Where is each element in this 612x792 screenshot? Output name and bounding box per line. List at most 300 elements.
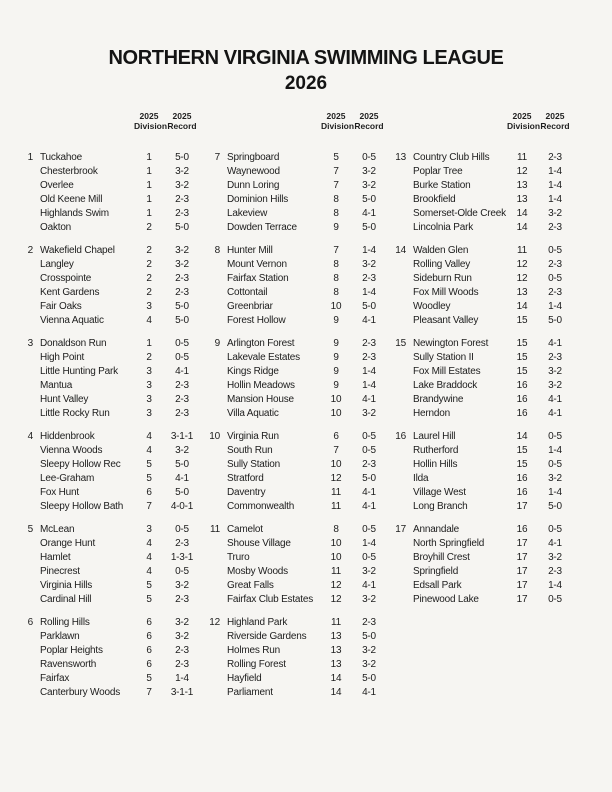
team-record: 1-4 [548,166,562,177]
team-group [12,616,202,700]
team-name: Vienna Woods [40,445,103,456]
team-name: Rutherford [413,445,459,456]
group-number [12,179,38,193]
team-division: 1 [146,194,152,205]
group-number [385,221,411,235]
team-division: 10 [330,459,342,470]
record-header [537,111,573,131]
group-number [199,393,225,407]
team-name: Sully Station [227,459,280,470]
group-number [385,565,411,579]
group-number: 16 [395,431,406,442]
team-row [199,472,389,486]
group-number [385,258,411,272]
team-record: 2-3 [362,617,376,628]
team-row [12,565,202,579]
team-name: Long Branch [413,501,468,512]
team-division: 3 [146,380,152,391]
team-division: 13 [516,180,528,191]
team-name: Crosspointe [40,273,92,284]
team-record: 4-1 [548,408,562,419]
team-name: Highland Park [227,617,288,628]
team-group [12,244,202,328]
team-name: Somerset-Olde Creek [413,208,506,219]
team-name: Virginia Hills [40,580,93,591]
team-name: Country Club Hills [413,152,490,163]
team-record: 0-5 [362,431,376,442]
team-row [199,579,389,593]
team-division: 1 [146,166,152,177]
team-row [12,458,202,472]
team-record: 3-2 [175,166,189,177]
column-headers [385,111,575,131]
team-division: 1 [146,338,152,349]
group-number [12,407,38,421]
team-name: Mount Vernon [227,259,287,270]
team-division: 16 [516,473,528,484]
team-row [199,151,389,165]
group-number [385,486,411,500]
team-name: Parklawn [40,631,80,642]
team-row [385,565,575,579]
team-row [12,221,202,235]
team-record: 2-3 [175,273,189,284]
team-name: Lake Braddock [413,380,478,391]
team-division: 7 [146,501,152,512]
team-name: Sleepy Hollow Bath [40,501,124,512]
team-record: 0-5 [362,552,376,563]
team-division: 12 [516,166,528,177]
team-group [199,337,389,421]
team-row [385,221,575,235]
team-record: 4-1 [548,394,562,405]
team-division: 3 [146,301,152,312]
team-name: Kings Ridge [227,366,279,377]
record-header [351,111,387,131]
group-number [12,686,38,700]
team-record: 1-4 [175,673,189,684]
team-record: 1-4 [548,445,562,456]
group-number [199,658,225,672]
team-record: 3-2 [175,617,189,628]
team-division: 6 [146,617,152,628]
team-division: 4 [146,552,152,563]
team-division: 15 [516,459,528,470]
column-3-groups [385,151,575,607]
team-row [12,686,202,700]
team-row [199,500,389,514]
group-number [199,593,225,607]
team-row [12,407,202,421]
team-division: 5 [146,473,152,484]
team-record: 4-1 [362,580,376,591]
team-division: 7 [333,445,339,456]
team-name: Old Keene Mill [40,194,103,205]
team-division: 5 [146,673,152,684]
team-name: Little Hunting Park [40,366,118,377]
team-record: 5-0 [175,315,189,326]
team-name: Herndon [413,408,450,419]
column-headers [12,111,202,131]
group-number [385,365,411,379]
team-record: 4-1 [548,338,562,349]
team-row [385,179,575,193]
team-row [199,523,389,537]
team-row [12,365,202,379]
team-name: Forest Hollow [227,315,286,326]
team-row [12,314,202,328]
team-name: Wakefield Chapel [40,245,115,256]
team-division: 7 [333,180,339,191]
group-number: 10 [209,431,220,442]
team-row [12,658,202,672]
team-division: 14 [516,431,528,442]
record-header-year: 2025 [359,111,379,121]
team-record: 0-5 [362,152,376,163]
team-row [199,593,389,607]
team-row [385,486,575,500]
team-row [385,151,575,165]
team-group [385,337,575,421]
team-row [199,179,389,193]
team-record: 1-4 [362,380,376,391]
division-header-label: Division [134,121,168,131]
team-record: 0-5 [175,352,189,363]
team-record: 2-3 [175,659,189,670]
team-division: 12 [516,273,528,284]
team-row [12,179,202,193]
team-division: 15 [516,366,528,377]
team-row [385,523,575,537]
team-record: 3-2 [362,594,376,605]
team-record: 2-3 [175,594,189,605]
group-number [199,365,225,379]
column-2 [199,111,389,709]
team-record: 5-0 [362,194,376,205]
group-number [199,179,225,193]
team-division: 7 [146,687,152,698]
team-row [199,272,389,286]
group-number: 12 [209,617,220,628]
group-number [12,286,38,300]
team-division: 3 [146,366,152,377]
team-record: 1-4 [548,487,562,498]
group-number [12,393,38,407]
team-record: 4-1 [362,487,376,498]
team-name: North Springfield [413,538,485,549]
group-number [12,272,38,286]
team-row [12,472,202,486]
team-division: 8 [333,524,339,535]
team-row [12,593,202,607]
team-division: 17 [516,538,528,549]
team-division: 10 [330,552,342,563]
column-1 [12,111,202,709]
team-row [199,193,389,207]
team-division: 7 [333,166,339,177]
team-record: 2-3 [175,408,189,419]
team-division: 9 [333,222,339,233]
group-number: 15 [395,338,406,349]
group-number [199,644,225,658]
team-row [385,444,575,458]
team-row [12,351,202,365]
team-division: 4 [146,566,152,577]
team-name: Virginia Run [227,431,279,442]
team-name: Hollin Hills [413,459,458,470]
team-row [385,300,575,314]
group-number [385,407,411,421]
team-record: 3-2 [548,552,562,563]
team-row [12,579,202,593]
team-row [199,644,389,658]
group-number [385,379,411,393]
team-division: 16 [516,408,528,419]
team-row [12,193,202,207]
team-name: Rolling Valley [413,259,471,270]
team-division: 2 [146,259,152,270]
team-name: Woodley [413,301,451,312]
team-record: 4-1 [175,366,189,377]
team-record: 5-0 [175,222,189,233]
team-division: 14 [516,208,528,219]
group-number [385,593,411,607]
team-row [385,258,575,272]
group-number [12,630,38,644]
team-group [199,523,389,607]
team-division: 9 [333,338,339,349]
team-division: 9 [333,315,339,326]
team-row [385,244,575,258]
team-name: Vienna Aquatic [40,315,104,326]
group-number [199,686,225,700]
team-record: 4-1 [362,687,376,698]
team-row [12,672,202,686]
group-number [12,351,38,365]
team-record: 2-3 [175,538,189,549]
team-row [199,458,389,472]
division-header-year: 2025 [512,111,532,121]
team-name: Fox Hunt [40,487,79,498]
team-row [12,337,202,351]
team-group [12,337,202,421]
team-row [385,537,575,551]
group-number [199,407,225,421]
team-name: Newington Forest [413,338,489,349]
team-row [385,165,575,179]
team-division: 5 [146,594,152,605]
team-row [385,337,575,351]
team-division: 8 [333,273,339,284]
team-record: 2-3 [548,259,562,270]
team-row [12,379,202,393]
team-division: 16 [516,487,528,498]
division-header-label: Division [321,121,355,131]
group-number [12,565,38,579]
team-name: Waynewood [227,166,280,177]
team-name: Langley [40,259,74,270]
group-number [385,272,411,286]
team-row [199,407,389,421]
team-row [385,286,575,300]
group-number [385,458,411,472]
team-record: 4-1 [175,473,189,484]
team-name: Fairfax Club Estates [227,594,314,605]
team-division: 6 [146,645,152,656]
group-number [12,672,38,686]
team-row [385,407,575,421]
team-row [12,616,202,630]
team-name: Burke Station [413,180,471,191]
team-record: 0-5 [175,338,189,349]
group-number [199,565,225,579]
team-group [199,151,389,235]
team-row [12,486,202,500]
team-division: 15 [516,338,528,349]
team-record: 2-3 [362,459,376,470]
team-row [199,393,389,407]
team-record: 2-3 [362,273,376,284]
group-number [199,221,225,235]
division-header-year: 2025 [326,111,346,121]
team-record: 0-5 [548,524,562,535]
team-division: 16 [516,380,528,391]
team-record: 3-2 [175,580,189,591]
group-number: 13 [395,152,406,163]
column-2-groups [199,151,389,700]
group-number: 9 [214,338,220,349]
team-record: 5-0 [362,631,376,642]
group-number [12,258,38,272]
team-name: Cardinal Hill [40,594,92,605]
team-name: Walden Glen [413,245,469,256]
team-record: 3-2 [362,166,376,177]
team-division: 3 [146,408,152,419]
team-record: 5-0 [362,473,376,484]
team-name: Lincolnia Park [413,222,474,233]
team-record: 2-3 [175,394,189,405]
team-record: 0-5 [548,431,562,442]
group-number [12,593,38,607]
team-division: 12 [516,259,528,270]
group-number [12,165,38,179]
team-record: 3-2 [362,408,376,419]
group-number [385,300,411,314]
team-row [385,193,575,207]
group-number: 7 [214,152,220,163]
team-name: Annandale [413,524,460,535]
team-name: Canterbury Woods [40,687,120,698]
team-record: 1-4 [362,287,376,298]
team-record: 5-0 [175,301,189,312]
team-row [199,537,389,551]
team-division: 13 [330,631,342,642]
team-division: 15 [516,445,528,456]
group-number [199,486,225,500]
team-row [199,365,389,379]
team-division: 17 [516,552,528,563]
team-name: McLean [40,524,75,535]
team-division: 16 [516,524,528,535]
team-name: Dowden Terrace [227,222,297,233]
team-division: 14 [516,301,528,312]
group-number [199,500,225,514]
team-name: Broyhill Crest [413,552,470,563]
team-name: Brookfield [413,194,456,205]
team-record: 1-4 [548,301,562,312]
team-row [385,379,575,393]
team-division: 17 [516,594,528,605]
team-group [199,244,389,328]
team-record: 3-2 [548,208,562,219]
team-division: 5 [333,152,339,163]
team-row [199,300,389,314]
team-record: 3-2 [175,631,189,642]
team-group [385,523,575,607]
team-row [385,207,575,221]
team-name: South Run [227,445,273,456]
team-division: 9 [333,366,339,377]
team-row [385,314,575,328]
team-record: 2-3 [362,352,376,363]
team-record: 1-4 [548,194,562,205]
group-number [199,630,225,644]
group-number [12,551,38,565]
team-name: Lakeview [227,208,268,219]
team-name: Oakton [40,222,72,233]
team-record: 3-2 [362,645,376,656]
team-row [199,221,389,235]
team-name: Laurel Hill [413,431,456,442]
team-division: 13 [330,659,342,670]
team-row [385,579,575,593]
team-name: Poplar Heights [40,645,103,656]
group-number: 14 [395,245,406,256]
group-number [199,444,225,458]
team-row [385,472,575,486]
team-name: Holmes Run [227,645,281,656]
team-record: 0-5 [548,245,562,256]
column-1-groups [12,151,202,700]
group-number [199,165,225,179]
team-record: 5-0 [548,315,562,326]
team-group [199,616,389,700]
team-name: Overlee [40,180,74,191]
team-record: 4-1 [362,394,376,405]
team-division: 9 [333,380,339,391]
team-record: 2-3 [362,338,376,349]
group-number [12,300,38,314]
team-division: 10 [330,394,342,405]
team-row [12,537,202,551]
team-record: 5-0 [175,459,189,470]
team-row [12,244,202,258]
column-headers [199,111,389,131]
team-name: Villa Aquatic [227,408,279,419]
team-name: Poplar Tree [413,166,463,177]
team-record: 5-0 [362,673,376,684]
team-name: Little Rocky Run [40,408,110,419]
team-row [12,644,202,658]
team-row [199,314,389,328]
group-number [12,221,38,235]
team-name: Highlands Swim [40,208,109,219]
group-number [385,314,411,328]
team-record: 4-1 [548,538,562,549]
team-name: Mosby Woods [227,566,288,577]
team-row [199,258,389,272]
team-row [385,393,575,407]
